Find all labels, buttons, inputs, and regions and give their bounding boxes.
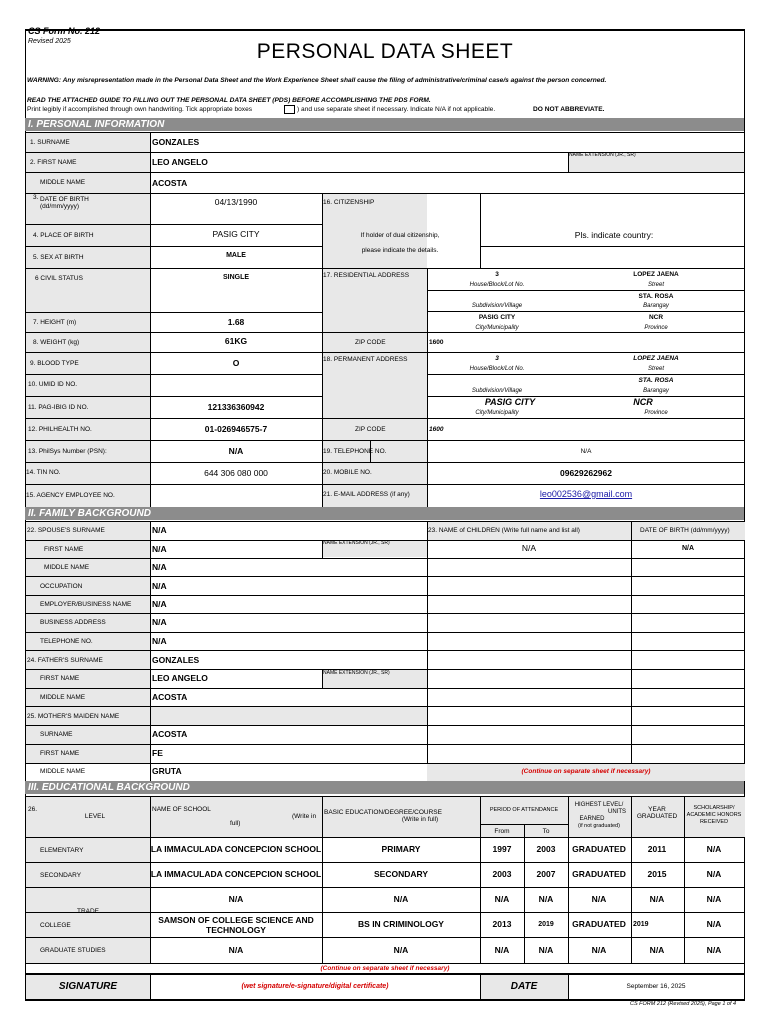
label-father-middle: MIDDLE NAME — [40, 694, 86, 701]
value-mother-first[interactable]: FE — [152, 748, 163, 758]
edu-year[interactable]: 2019 — [633, 921, 649, 928]
value-spouse-middle[interactable]: N/A — [152, 562, 167, 572]
label-res-province: Province — [644, 325, 668, 331]
value-business-address[interactable]: N/A — [152, 617, 167, 627]
header-honors-2: ACADEMIC HONORS — [686, 812, 742, 818]
header-school-note-b: full) — [230, 820, 241, 827]
header-course: BASIC EDUCATION/DEGREE/COURSE — [324, 809, 442, 816]
edu-course[interactable]: SECONDARY — [374, 869, 428, 879]
edu-level: GRADUATE STUDIES — [40, 947, 106, 954]
edu-honors[interactable]: N/A — [706, 945, 722, 955]
date-value[interactable]: September 16, 2025 — [626, 983, 686, 990]
edu-school[interactable]: SAMSON OF COLLEGE SCIENCE AND TECHNOLOGY — [158, 915, 314, 935]
header-honors-3: RECEIVED — [699, 819, 729, 825]
instruction-text: READ THE ATTACHED GUIDE TO FILLING OUT THE PERSONAL DATA SHEET (PDS) BEFORE ACCOMPLISHING THE PDS FORM. — [27, 97, 431, 104]
edu-highest[interactable]: GRADUATED — [572, 919, 626, 929]
edu-from[interactable]: N/A — [494, 894, 510, 904]
value-child-name[interactable]: N/A — [521, 543, 537, 553]
label-res-street: Street — [647, 282, 665, 288]
edu-honors[interactable]: N/A — [706, 869, 722, 879]
label-residential-zip: ZIP CODE — [355, 339, 386, 346]
value-occupation[interactable]: N/A — [152, 581, 167, 591]
value-perm-house[interactable]: 3 — [495, 355, 499, 362]
instruction-text-2: Print legibly if accomplished through own handwriting. Tick appropriate boxes — [27, 106, 253, 113]
edu-to[interactable]: 2003 — [536, 844, 556, 854]
label-philsys: 13. PhilSys Number (PSN): — [28, 448, 107, 455]
label-sex: 5. SEX AT BIRTH — [33, 254, 84, 261]
label-mother-first: FIRST NAME — [40, 750, 80, 757]
label-telephone: 19. TELEPHONE NO. — [323, 448, 387, 455]
edu-to[interactable]: N/A — [538, 894, 554, 904]
edu-from[interactable]: 2013 — [492, 919, 512, 929]
label-perm-subdivision: Subdivision/Village — [471, 388, 523, 394]
signature-field[interactable]: (wet signature/e-signature/digital certificate) — [241, 983, 389, 990]
label-citizenship: 16. CITIZENSHIP — [323, 199, 375, 206]
edu-level: ELEMENTARY — [40, 847, 84, 854]
value-perm-zip[interactable]: 1600 — [429, 426, 444, 433]
label-perm-street: Street — [647, 366, 665, 372]
value-res-province[interactable]: NCR — [648, 314, 664, 321]
edu-course[interactable]: PRIMARY — [381, 844, 421, 854]
continue-note-family: (Continue on separate sheet if necessary) — [521, 768, 651, 775]
header-year-1: YEAR — [648, 806, 666, 813]
value-philhealth[interactable]: 01-026946575-7 — [204, 424, 268, 434]
value-telephone[interactable]: N/A — [580, 448, 592, 455]
value-father-surname[interactable]: GONZALES — [152, 655, 200, 665]
label-permanent-zip: ZIP CODE — [355, 426, 386, 433]
edu-level: TRADE — [76, 908, 100, 915]
value-pagibig[interactable]: 121336360942 — [207, 402, 265, 412]
value-tin[interactable]: 644 306 080 000 — [204, 468, 268, 478]
edu-year[interactable]: N/A — [649, 945, 665, 955]
value-res-city[interactable]: PASIG CITY — [478, 314, 516, 321]
label-place-of-birth: 4. PLACE OF BIRTH — [33, 232, 94, 239]
instruction-no-abbreviate: DO NOT ABBREVIATE. — [533, 106, 605, 113]
value-mobile[interactable]: 09629262962 — [559, 468, 613, 478]
value-telephone[interactable]: N/A — [152, 636, 167, 646]
tick-box-sample — [284, 105, 295, 114]
label-mother-maiden: 25. MOTHER'S MAIDEN NAME — [27, 713, 120, 720]
edu-to[interactable]: N/A — [538, 945, 554, 955]
label-civil-status: 6 CIVIL STATUS — [35, 275, 83, 282]
label-dob-number: 3. — [33, 194, 39, 201]
label-indicate-country: Pls. indicate country: — [574, 230, 654, 240]
label-name-extension: NAME EXTENSION (JR., SR) — [569, 152, 636, 158]
value-philsys[interactable]: N/A — [228, 446, 244, 456]
label-surname: 1. SURNAME — [30, 139, 70, 146]
label-child-dob: DATE OF BIRTH (dd/mm/yyyy) — [640, 527, 730, 534]
value-place-of-birth[interactable]: PASIG CITY — [212, 229, 260, 239]
edu-year[interactable]: 2011 — [647, 844, 667, 854]
label-perm-city: City/Municipality — [475, 410, 519, 416]
edu-highest[interactable]: N/A — [591, 945, 607, 955]
label-tin: 14. TIN NO. — [26, 469, 61, 476]
value-spouse-first[interactable]: N/A — [152, 544, 167, 554]
value-res-barangay[interactable]: STA. ROSA — [638, 293, 674, 300]
label-height: 7. HEIGHT (m) — [33, 319, 77, 326]
section-personal-information: I. PERSONAL INFORMATION — [25, 118, 744, 131]
label-father-first: FIRST NAME — [40, 675, 80, 682]
edu-honors[interactable]: N/A — [706, 919, 722, 929]
value-height[interactable]: 1.68 — [227, 317, 245, 327]
label-dual-details: please indicate the details. — [361, 247, 439, 254]
page-title: PERSONAL DATA SHEET — [256, 40, 514, 63]
header-highest-1: HIGHEST LEVEL/ — [574, 802, 624, 808]
edu-school[interactable]: LA IMMACULADA CONCEPCION SCHOOL — [150, 844, 322, 854]
value-father-first[interactable]: LEO ANGELO — [152, 673, 208, 683]
value-perm-city[interactable]: PASIG CITY — [484, 397, 536, 407]
edu-from[interactable]: 2003 — [492, 869, 512, 879]
label-spouse-name-ext: NAME EXTENSION (JR., SR) — [323, 540, 390, 546]
edu-course[interactable]: N/A — [393, 945, 409, 955]
label-perm-house: House/Block/Lot No. — [469, 366, 525, 372]
value-res-house[interactable]: 3 — [495, 271, 499, 278]
header-to: To — [542, 828, 550, 835]
value-weight[interactable]: 61KG — [224, 336, 248, 346]
date-label: DATE — [510, 981, 538, 992]
label-umid: 10. UMID ID NO. — [28, 381, 78, 388]
label-father-name-ext: NAME EXTENSION (JR., SR) — [323, 670, 390, 676]
label-perm-barangay: Barangay — [643, 388, 669, 394]
signature-label: SIGNATURE — [58, 981, 118, 992]
edu-from[interactable]: N/A — [494, 945, 510, 955]
edu-honors[interactable]: N/A — [706, 844, 722, 854]
edu-school[interactable]: N/A — [228, 945, 244, 955]
edu-course[interactable]: N/A — [393, 894, 409, 904]
value-perm-street[interactable]: LOPEZ JAENA — [633, 355, 679, 362]
label-telephone-no: TELEPHONE NO. — [40, 638, 93, 645]
value-res-zip[interactable]: 1600 — [429, 339, 444, 346]
header-course-note: (Write in full) — [401, 816, 439, 823]
edu-course[interactable]: BS IN CRIMINOLOGY — [358, 919, 444, 929]
label-mother-middle: MIDDLE NAME — [40, 768, 86, 775]
label-employer: EMPLOYER/BUSINESS NAME — [40, 601, 132, 608]
value-surname[interactable]: GONZALES — [152, 137, 200, 147]
label-res-barangay: Barangay — [643, 303, 669, 309]
edu-year[interactable]: N/A — [649, 894, 665, 904]
header-highest-2: UNITS — [608, 809, 626, 815]
label-residential-address: 17. RESIDENTIAL ADDRESS — [323, 272, 410, 279]
value-father-middle[interactable]: ACOSTA — [152, 692, 188, 702]
header-year-2: GRADUATED — [636, 813, 678, 820]
label-mother-surname: SURNAME — [40, 731, 73, 738]
edu-from[interactable]: 1997 — [492, 844, 512, 854]
section-family-background: II. FAMILY BACKGROUND — [25, 507, 744, 520]
header-from: From — [494, 828, 510, 835]
instruction-text-3: ) and use separate sheet if necessary. Indicate N/A if not applicable. — [297, 106, 496, 113]
value-sex[interactable]: MALE — [226, 252, 246, 259]
header-level: LEVEL — [84, 813, 106, 820]
header-edu-number: 26. — [28, 806, 38, 813]
label-permanent-address: 18. PERMANENT ADDRESS — [323, 356, 408, 363]
label-res-city: City/Municipality — [475, 325, 519, 331]
value-spouse-surname[interactable]: N/A — [152, 525, 167, 535]
form-number: CS Form No. 212 — [28, 26, 101, 36]
edu-level: COLLEGE — [40, 922, 71, 929]
continue-note-education: (Continue on separate sheet if necessary) — [320, 965, 450, 972]
section-educational-background: III. EDUCATIONAL BACKGROUND — [25, 781, 744, 794]
warning-text: WARNING: Any misrepresentation made in the Personal Data Sheet and the Work Experience Sheet shall cause the filing of administrative/criminal case/s against the person concerned. — [27, 77, 607, 84]
label-spouse-middle: MIDDLE NAME — [44, 564, 90, 571]
value-res-street[interactable]: LOPEZ JAENA — [633, 271, 679, 278]
label-mobile: 20. MOBILE NO. — [323, 469, 372, 476]
header-highest-4: (if not graduated) — [578, 823, 620, 829]
label-dob: DATE OF BIRTH — [40, 196, 89, 203]
value-email[interactable]: leo002536@gmail.com — [539, 489, 633, 499]
edu-highest[interactable]: N/A — [591, 894, 607, 904]
value-dob[interactable]: 04/13/1990 — [214, 197, 258, 207]
label-children: 23. NAME of CHILDREN (Write full name and list all) — [428, 527, 580, 534]
label-dual-citizenship: If holder of dual citizenship, — [360, 232, 440, 239]
edu-highest[interactable]: GRADUATED — [572, 844, 626, 854]
edu-honors[interactable]: N/A — [706, 894, 722, 904]
value-child-dob[interactable]: N/A — [681, 545, 695, 552]
label-father-surname: 24. FATHER'S SURNAME — [27, 657, 103, 664]
header-honors-1: SCHOLARSHIP/ — [693, 805, 735, 811]
value-employer[interactable]: N/A — [152, 599, 167, 609]
edu-level: SECONDARY — [40, 872, 82, 879]
value-first-name[interactable]: LEO ANGELO — [152, 157, 208, 167]
label-perm-province: Province — [644, 410, 668, 416]
edu-school[interactable]: LA IMMACULADA CONCEPCION SCHOOL — [150, 869, 322, 879]
header-school: NAME OF SCHOOL — [152, 806, 211, 813]
value-blood-type[interactable]: O — [232, 358, 240, 368]
value-middle-name[interactable]: ACOSTA — [152, 178, 188, 188]
label-spouse-first: FIRST NAME — [44, 546, 84, 553]
value-perm-barangay[interactable]: STA. ROSA — [638, 377, 674, 384]
label-philhealth: 12. PHILHEALTH NO. — [28, 426, 92, 433]
edu-highest[interactable]: GRADUATED — [572, 869, 626, 879]
label-business-address: BUSINESS ADDRESS — [40, 619, 106, 626]
label-res-house: House/Block/Lot No. — [469, 282, 525, 288]
label-res-subdivision: Subdivision/Village — [471, 303, 523, 309]
edu-school[interactable]: N/A — [228, 894, 244, 904]
form-footer: CS FORM 212 (Revised 2025), Page 1 of 4 — [630, 1001, 737, 1007]
form-revision: Revised 2025 — [28, 38, 71, 45]
label-dob-format: (dd/mm/yyyy) — [40, 203, 79, 210]
label-weight: 8. WEIGHT (kg) — [33, 339, 80, 346]
edu-to[interactable]: 2007 — [536, 869, 556, 879]
label-agency-employee-no: 15. AGENCY EMPLOYEE NO. — [26, 492, 115, 499]
label-email: 21. E-MAIL ADDRESS (if any) — [323, 491, 410, 498]
label-occupation: OCCUPATION — [40, 583, 83, 590]
value-mother-middle[interactable]: GRUTA — [152, 766, 182, 776]
value-perm-province[interactable]: NCR — [633, 397, 653, 407]
value-civil-status[interactable]: SINGLE — [222, 274, 250, 281]
label-pagibig: 11. PAG-IBIG ID NO. — [28, 404, 89, 411]
edu-to[interactable]: 2019 — [538, 921, 554, 928]
label-first-name: 2. FIRST NAME — [30, 159, 77, 166]
edu-year[interactable]: 2015 — [647, 869, 667, 879]
value-mother-surname[interactable]: ACOSTA — [152, 729, 188, 739]
header-highest-3: EARNED — [579, 816, 605, 822]
label-middle-name: MIDDLE NAME — [40, 179, 86, 186]
label-blood-type: 9. BLOOD TYPE — [30, 360, 79, 367]
header-period: PERIOD OF ATTENDANCE — [489, 807, 559, 813]
label-spouse-surname: 22. SPOUSE'S SURNAME — [27, 527, 105, 534]
header-school-note-a: (Write in — [292, 813, 317, 820]
